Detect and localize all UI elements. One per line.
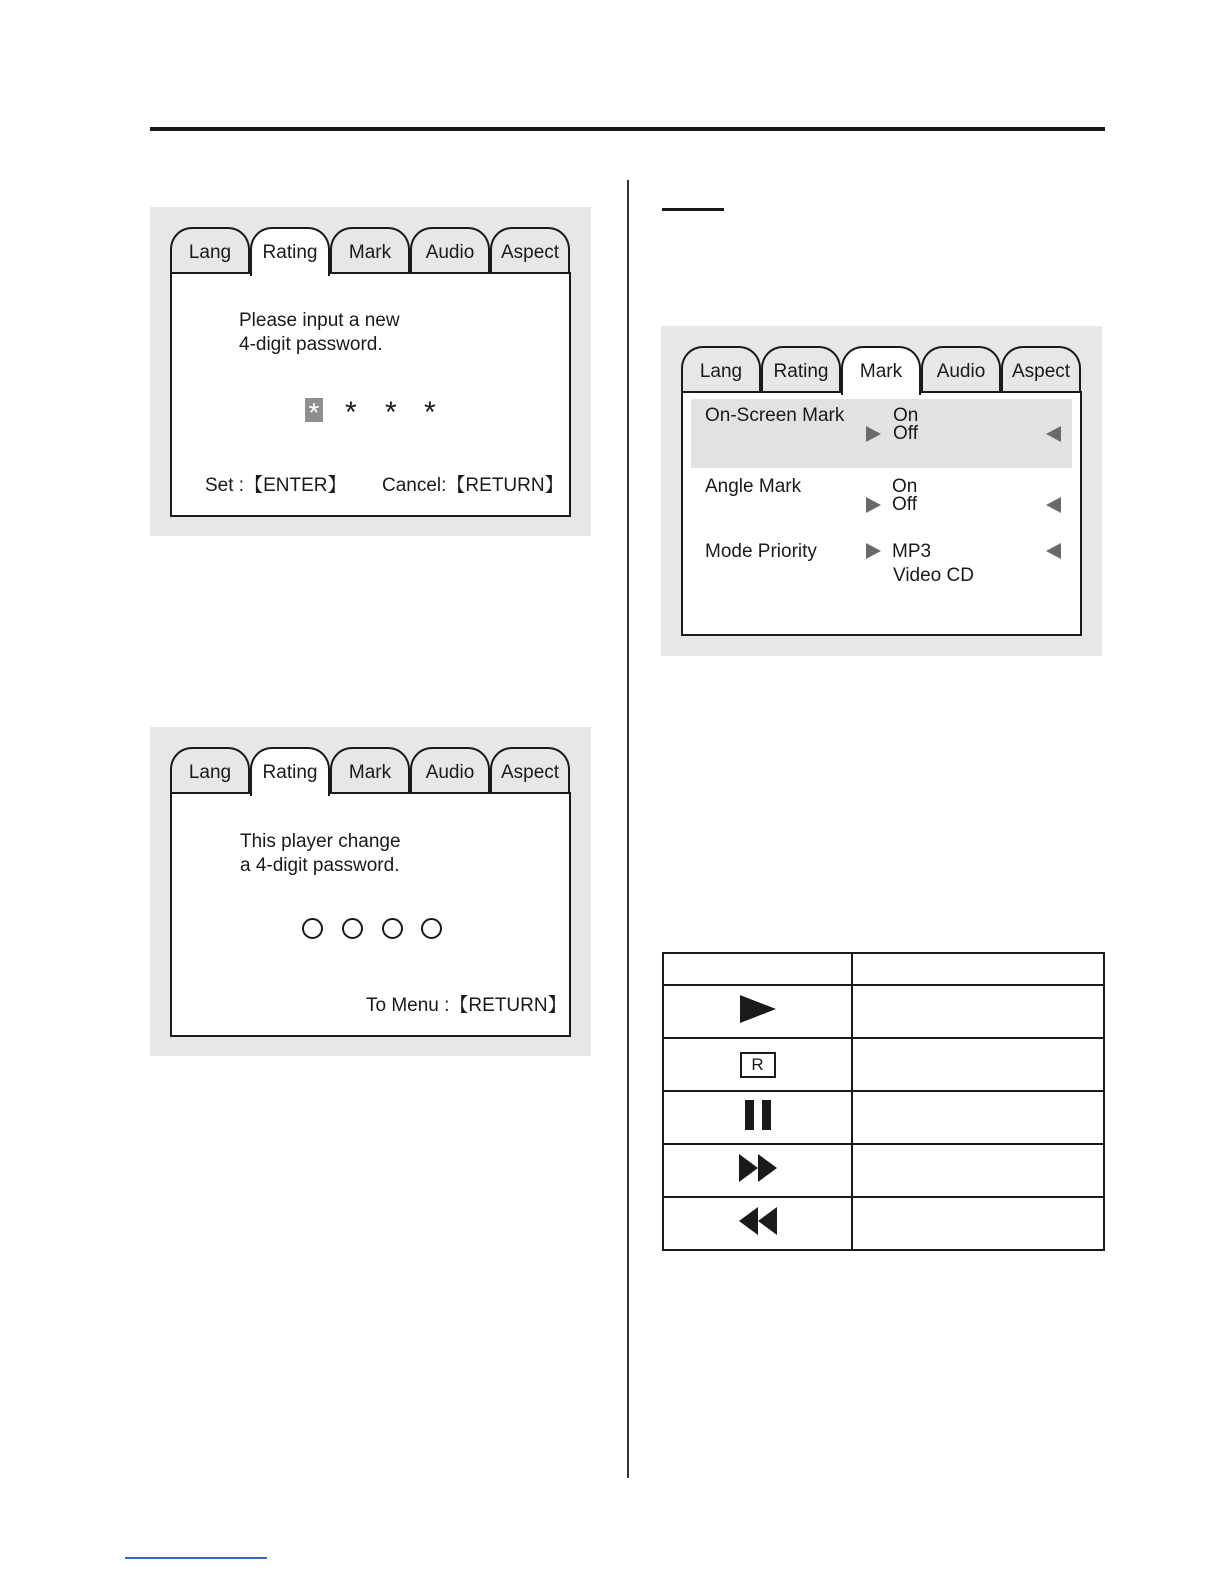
tab-audio[interactable]: Audio (921, 346, 1001, 392)
tab-lang[interactable]: Lang (681, 346, 761, 392)
password-char-4[interactable]: * (424, 396, 436, 429)
setting-label: Angle Mark (705, 476, 802, 497)
tab-audio[interactable]: Audio (410, 747, 490, 793)
menu-panel (681, 391, 1082, 636)
selector-right-arrow-icon (866, 426, 881, 442)
setting-label: Mode Priority (705, 541, 817, 562)
tab-lang[interactable]: Lang (170, 227, 250, 273)
tab-rating[interactable]: Rating (250, 227, 330, 276)
password-digit-circle (382, 918, 403, 939)
r-box-icon: R (740, 1052, 776, 1078)
option-video-cd[interactable]: Video CD (893, 565, 974, 586)
menu-panel (170, 792, 571, 1037)
password-changed-screen (150, 727, 591, 1056)
header-rule (150, 127, 1105, 131)
password-digit-circle (342, 918, 363, 939)
tab-bar (170, 747, 571, 794)
message-line-1: This player change (240, 831, 401, 852)
message-line-2: a 4-digit password. (240, 855, 400, 876)
tab-mark[interactable]: Mark (841, 346, 921, 395)
tab-mark[interactable]: Mark (330, 227, 410, 273)
table-header-row (663, 953, 1104, 985)
tab-mark[interactable]: Mark (330, 747, 410, 793)
playback-icon-table (662, 952, 1105, 1251)
description-cell (852, 1091, 1104, 1144)
option-on[interactable]: On (893, 405, 919, 426)
option-on[interactable]: On (892, 476, 918, 497)
message-line-2: 4-digit password. (239, 334, 383, 355)
icon-cell (663, 1144, 852, 1197)
table-header-cell (852, 953, 1104, 985)
tab-audio[interactable]: Audio (410, 227, 490, 273)
to-menu-return-hint: To Menu :【RETURN】 (366, 995, 567, 1016)
selector-left-arrow-icon (1046, 543, 1061, 559)
description-cell (852, 1038, 1104, 1091)
tab-aspect[interactable]: Aspect (1001, 346, 1081, 392)
selector-left-arrow-icon (1046, 426, 1061, 442)
password-digit-circle (421, 918, 442, 939)
description-cell (852, 985, 1104, 1038)
icon-cell (663, 1197, 852, 1250)
icon-cell (663, 985, 852, 1038)
password-input-screen (150, 207, 591, 536)
icon-cell (663, 1091, 852, 1144)
selector-right-arrow-icon (866, 497, 881, 513)
message-line-1: Please input a new (239, 310, 400, 331)
pause-icon (743, 1099, 773, 1136)
tab-rating[interactable]: Rating (250, 747, 330, 796)
footer-link-underline (125, 1557, 267, 1559)
section-heading-underline (662, 208, 724, 211)
tab-bar (681, 346, 1082, 393)
password-digit-circle (302, 918, 323, 939)
description-cell (852, 1144, 1104, 1197)
rewind-icon (738, 1206, 778, 1241)
tab-rating[interactable]: Rating (761, 346, 841, 392)
mark-settings-screen (661, 326, 1102, 656)
fast-forward-icon (738, 1153, 778, 1188)
icon-cell (663, 1038, 852, 1091)
setting-label: On-Screen Mark (705, 405, 845, 426)
tab-lang[interactable]: Lang (170, 747, 250, 793)
password-char-3[interactable]: * (385, 396, 397, 429)
selector-right-arrow-icon (866, 543, 881, 559)
password-char-2[interactable]: * (345, 396, 357, 429)
table-row (663, 985, 1104, 1038)
tab-aspect[interactable]: Aspect (490, 747, 570, 793)
menu-panel (170, 272, 571, 517)
column-divider (627, 180, 629, 1478)
tab-bar (170, 227, 571, 274)
option-off[interactable]: Off (893, 423, 918, 444)
password-char-1[interactable]: * (305, 398, 323, 422)
table-header-cell (663, 953, 852, 985)
table-row (663, 1197, 1104, 1250)
tab-aspect[interactable]: Aspect (490, 227, 570, 273)
cancel-return-hint: Cancel:【RETURN】 (382, 475, 564, 496)
option-mp3[interactable]: MP3 (892, 541, 932, 562)
play-icon (738, 993, 778, 1030)
set-enter-hint: Set :【ENTER】 (205, 475, 347, 496)
option-off[interactable]: Off (892, 494, 917, 515)
selector-left-arrow-icon (1046, 497, 1061, 513)
table-row (663, 1091, 1104, 1144)
description-cell (852, 1197, 1104, 1250)
table-row (663, 1038, 1104, 1091)
table-row (663, 1144, 1104, 1197)
